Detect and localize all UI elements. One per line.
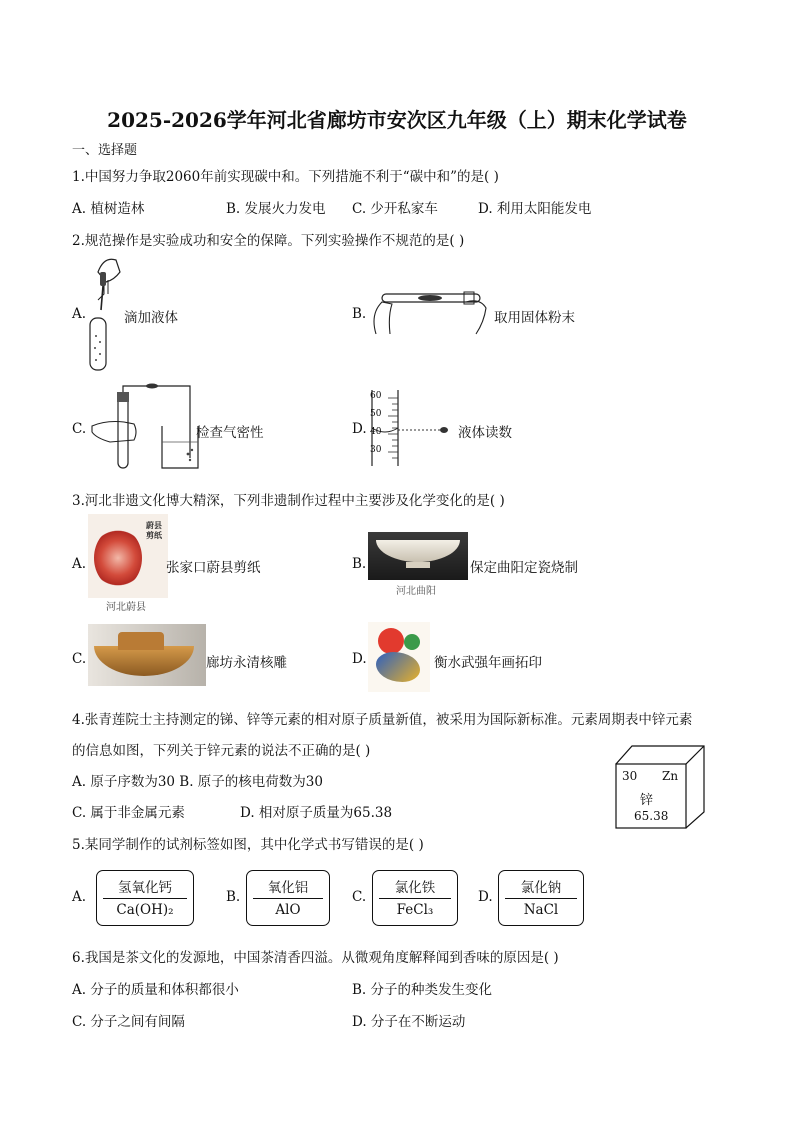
airtightness-check-illustration	[90, 380, 200, 470]
q2-option-b-letter[interactable]: B.	[352, 306, 367, 322]
q5-option-b-letter[interactable]: B.	[226, 889, 241, 905]
q3-stem: 3.河北非遗文化博大精深，下列非遗制作过程中主要涉及化学变化的是( )	[72, 493, 505, 509]
q3-option-a-letter[interactable]: A.	[72, 556, 87, 572]
cylinder-tick-40: 40	[370, 427, 382, 437]
q3-option-c-letter[interactable]: C.	[72, 651, 87, 667]
q4-options-ab[interactable]: A. 原子序数为30 B. 原子的核电荷数为30	[72, 774, 323, 790]
page-title: 2025-2026学年河北省廊坊市安次区九年级（上）期末化学试卷	[107, 108, 687, 132]
reagent-b-name: 氧化铝	[267, 880, 309, 896]
cylinder-tick-60: 60	[370, 391, 382, 401]
cylinder-tick-30: 30	[370, 445, 382, 455]
q6-option-b[interactable]: B. 分子的种类发生变化	[352, 982, 493, 998]
q5-option-d-letter[interactable]: D.	[478, 889, 493, 905]
cylinder-tick-50: 50	[370, 409, 382, 419]
paper-cutting-image	[88, 514, 168, 598]
zinc-atomic-number: 30	[622, 769, 638, 783]
q1-option-c[interactable]: C. 少开私家车	[352, 201, 438, 217]
reagent-a-formula: Ca(OH)₂	[116, 902, 174, 918]
q3-option-b-label: 保定曲阳定瓷烧制	[470, 560, 578, 576]
q1-option-a[interactable]: A. 植树造林	[72, 201, 145, 217]
reagent-label-a	[96, 870, 194, 926]
q2-option-a-letter[interactable]: A.	[72, 306, 87, 322]
dropper-tube-illustration	[84, 252, 126, 374]
q3-option-d-label: 衡水武强年画拓印	[434, 655, 542, 671]
q6-stem: 6.我国是茶文化的发源地，中国茶清香四溢。从微观角度解释闻到香味的原因是( )	[72, 950, 559, 966]
q3-option-d-letter[interactable]: D.	[352, 651, 367, 667]
zinc-atomic-mass: 65.38	[634, 809, 669, 823]
q2-option-a-label: 滴加液体	[124, 310, 178, 326]
zinc-symbol: Zn	[662, 769, 679, 783]
section-heading: 一、选择题	[72, 143, 138, 158]
q6-option-a[interactable]: A. 分子的质量和体积都很小	[72, 982, 239, 998]
q4-stem-line1: 4.张青莲院士主持测定的锑、锌等元素的相对原子质量新值，被采用为国际新标准。元素周期表中锌元素	[72, 712, 693, 728]
q5-option-a-letter[interactable]: A.	[72, 889, 87, 905]
q2-option-c-letter[interactable]: C.	[72, 421, 87, 437]
q3-option-b-letter[interactable]: B.	[352, 556, 367, 572]
q1-option-d[interactable]: D. 利用太阳能发电	[478, 201, 592, 217]
new-year-painting-image	[368, 622, 430, 692]
reagent-label-b	[246, 870, 330, 926]
q5-option-c-letter[interactable]: C.	[352, 889, 367, 905]
q3-option-a-label: 张家口蔚县剪纸	[166, 560, 261, 576]
q2-option-c-label: 检查气密性	[196, 425, 264, 441]
q4-option-d[interactable]: D. 相对原子质量为65.38	[240, 805, 393, 821]
reagent-d-name: 氯化钠	[520, 880, 562, 896]
zinc-name: 锌	[640, 793, 654, 808]
reagent-c-name: 氯化铁	[394, 880, 436, 896]
q6-option-d[interactable]: D. 分子在不断运动	[352, 1014, 466, 1030]
q2-option-b-label: 取用固体粉末	[494, 310, 575, 326]
reagent-label-d	[498, 870, 584, 926]
paper-cutting-pic-text: 蔚县剪纸	[146, 520, 162, 540]
reagent-d-formula: NaCl	[523, 902, 559, 918]
q6-option-c[interactable]: C. 分子之间有间隔	[72, 1014, 185, 1030]
q5-stem: 5.某同学制作的试剂标签如图，其中化学式书写错误的是( )	[72, 837, 424, 853]
powder-in-tube-illustration	[368, 280, 492, 338]
q1-stem: 1.中国努力争取2060年前实现碳中和。下列措施不利于“碳中和”的是( )	[72, 169, 499, 185]
q3-a-caption: 河北蔚县	[106, 602, 146, 613]
reagent-c-formula: FeCl₃	[396, 902, 434, 918]
q2-option-d-letter[interactable]: D.	[352, 421, 367, 437]
ding-porcelain-bowl-image	[368, 532, 468, 580]
q1-option-b[interactable]: B. 发展火力发电	[226, 201, 326, 217]
q3-option-c-label: 廊坊永清核雕	[206, 655, 287, 671]
q2-option-d-label: 液体读数	[458, 425, 512, 441]
reagent-b-formula: AlO	[275, 902, 301, 918]
nut-carving-boat-image	[88, 624, 206, 686]
reagent-label-c	[372, 870, 458, 926]
q2-stem: 2.规范操作是实验成功和安全的保障。下列实验操作不规范的是( )	[72, 233, 465, 249]
q3-b-caption: 河北曲阳	[396, 586, 436, 597]
reagent-a-name: 氢氧化钙	[118, 880, 172, 896]
q4-option-c[interactable]: C. 属于非金属元素	[72, 805, 185, 821]
q4-stem-line2: 的信息如图，下列关于锌元素的说法不正确的是( )	[72, 743, 371, 759]
